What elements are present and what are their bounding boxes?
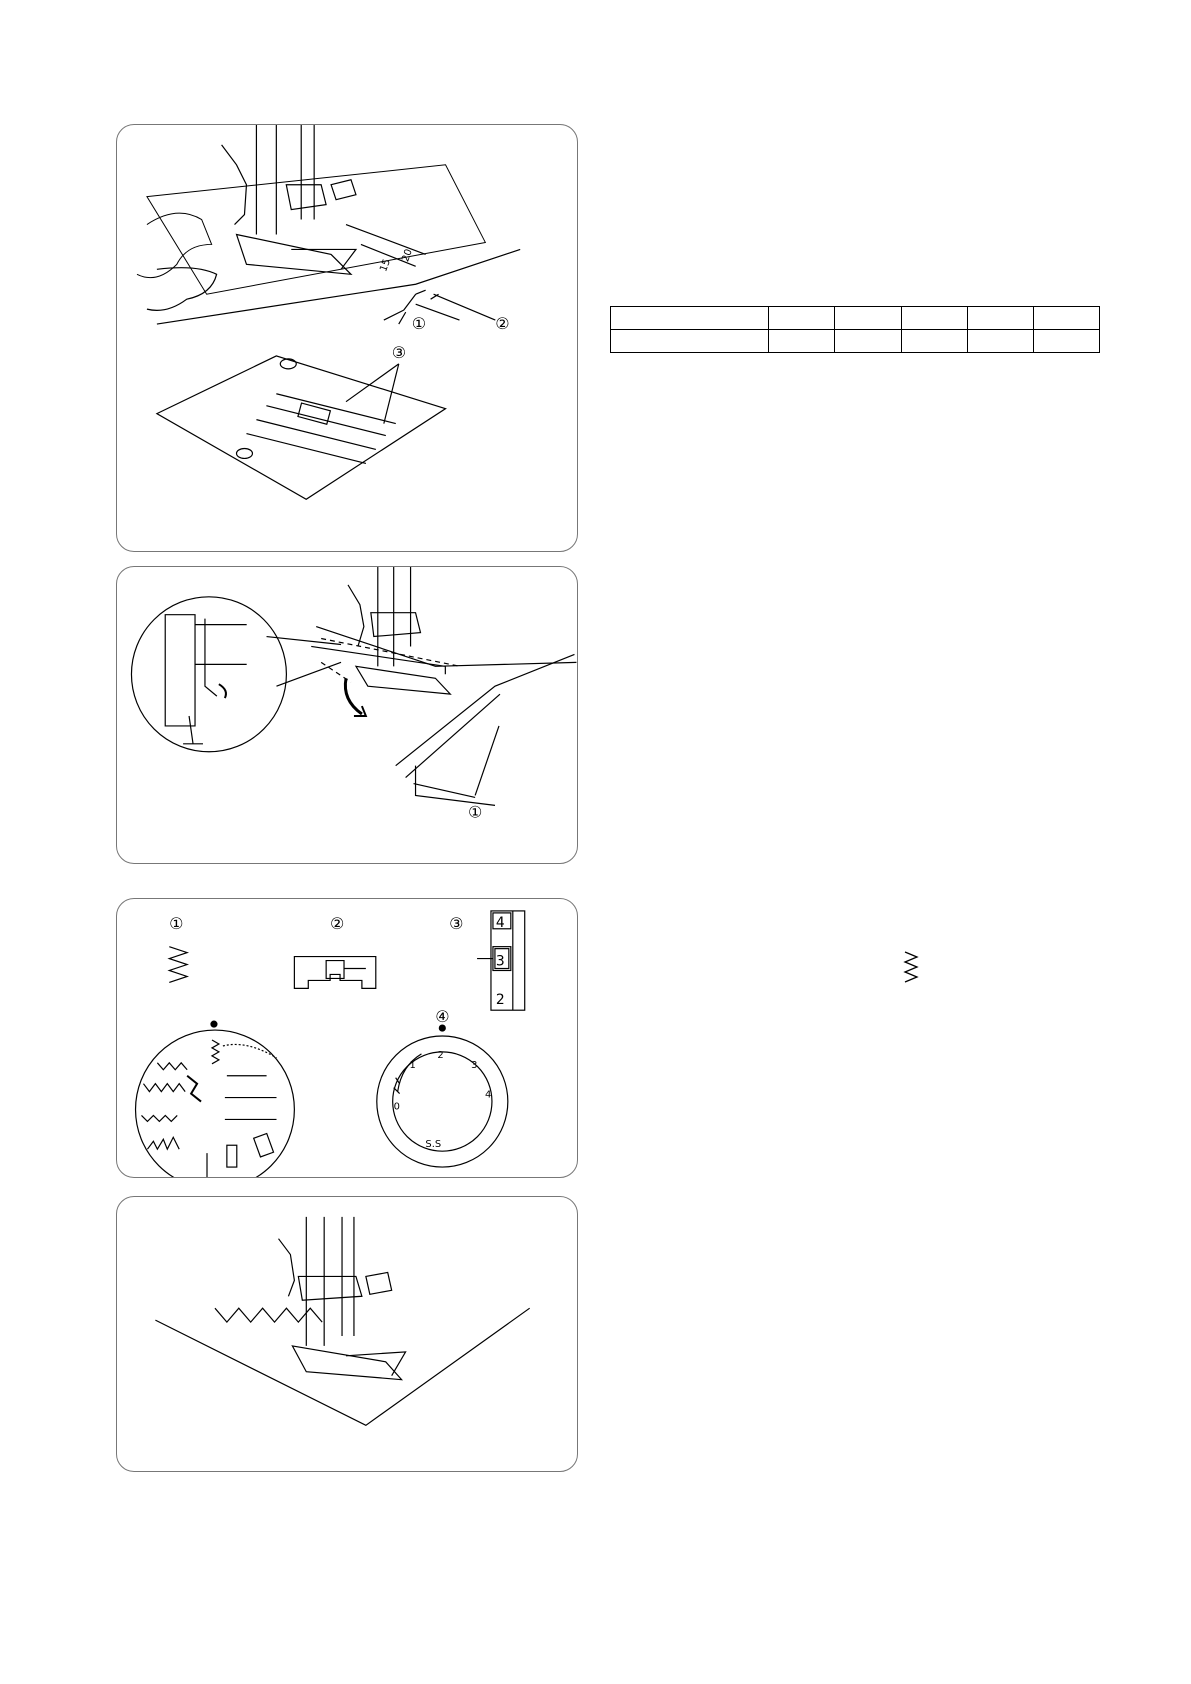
stitch-pattern-dial <box>136 1030 295 1177</box>
corner-turn-illustration-panel <box>116 566 578 864</box>
callout-1: ① <box>468 802 483 822</box>
seam-guide-illustration-panel <box>116 124 578 552</box>
width-dial-1: 1 <box>409 1059 416 1071</box>
zigzag-settings-panel <box>116 898 578 1178</box>
zigzag-sewing-illustration <box>117 1197 577 1471</box>
table-cell <box>901 307 967 330</box>
callout-1: ① <box>411 314 426 334</box>
length-scale-2: 2 <box>495 992 505 1009</box>
table-cell <box>835 307 901 330</box>
settings-table <box>610 306 1100 353</box>
callout-2: ② <box>330 913 345 933</box>
width-dial-ss: S.S <box>425 1139 442 1151</box>
zigzag-foot-icon <box>294 957 375 989</box>
seam-guide-illustration <box>117 125 577 551</box>
width-dial-3: 3 <box>471 1059 478 1071</box>
table-cell <box>1033 330 1099 353</box>
table-cell <box>769 307 835 330</box>
callout-2: ② <box>495 314 510 334</box>
callout-3: ③ <box>391 342 407 362</box>
guide-mark-15: 15 <box>378 257 393 274</box>
table-cell <box>1033 307 1099 330</box>
table-cell <box>611 307 769 330</box>
corner-turn-illustration <box>117 567 577 863</box>
zigzag-stitch-icon <box>169 947 187 983</box>
table-row <box>611 307 1100 330</box>
table-row <box>611 330 1100 353</box>
zigzag-sewing-illustration-panel <box>116 1196 578 1472</box>
zigzag-stitch-icon <box>903 950 919 986</box>
callout-1: ① <box>169 913 184 933</box>
table-cell <box>611 330 769 353</box>
width-dial-0: 0 <box>393 1101 400 1113</box>
table-cell <box>835 330 901 353</box>
callout-3: ③ <box>449 913 464 933</box>
table-cell <box>967 330 1033 353</box>
table-cell <box>769 330 835 353</box>
guide-mark-20: 20 <box>400 247 415 264</box>
width-dial-4: 4 <box>485 1089 492 1101</box>
callout-4: ④ <box>435 1007 450 1027</box>
zigzag-settings-illustration <box>117 899 577 1177</box>
length-scale-3: 3 <box>495 953 505 970</box>
length-scale-4: 4 <box>495 914 505 931</box>
table-cell <box>967 307 1033 330</box>
table-cell <box>901 330 967 353</box>
width-dial-2: 2 <box>437 1049 444 1061</box>
